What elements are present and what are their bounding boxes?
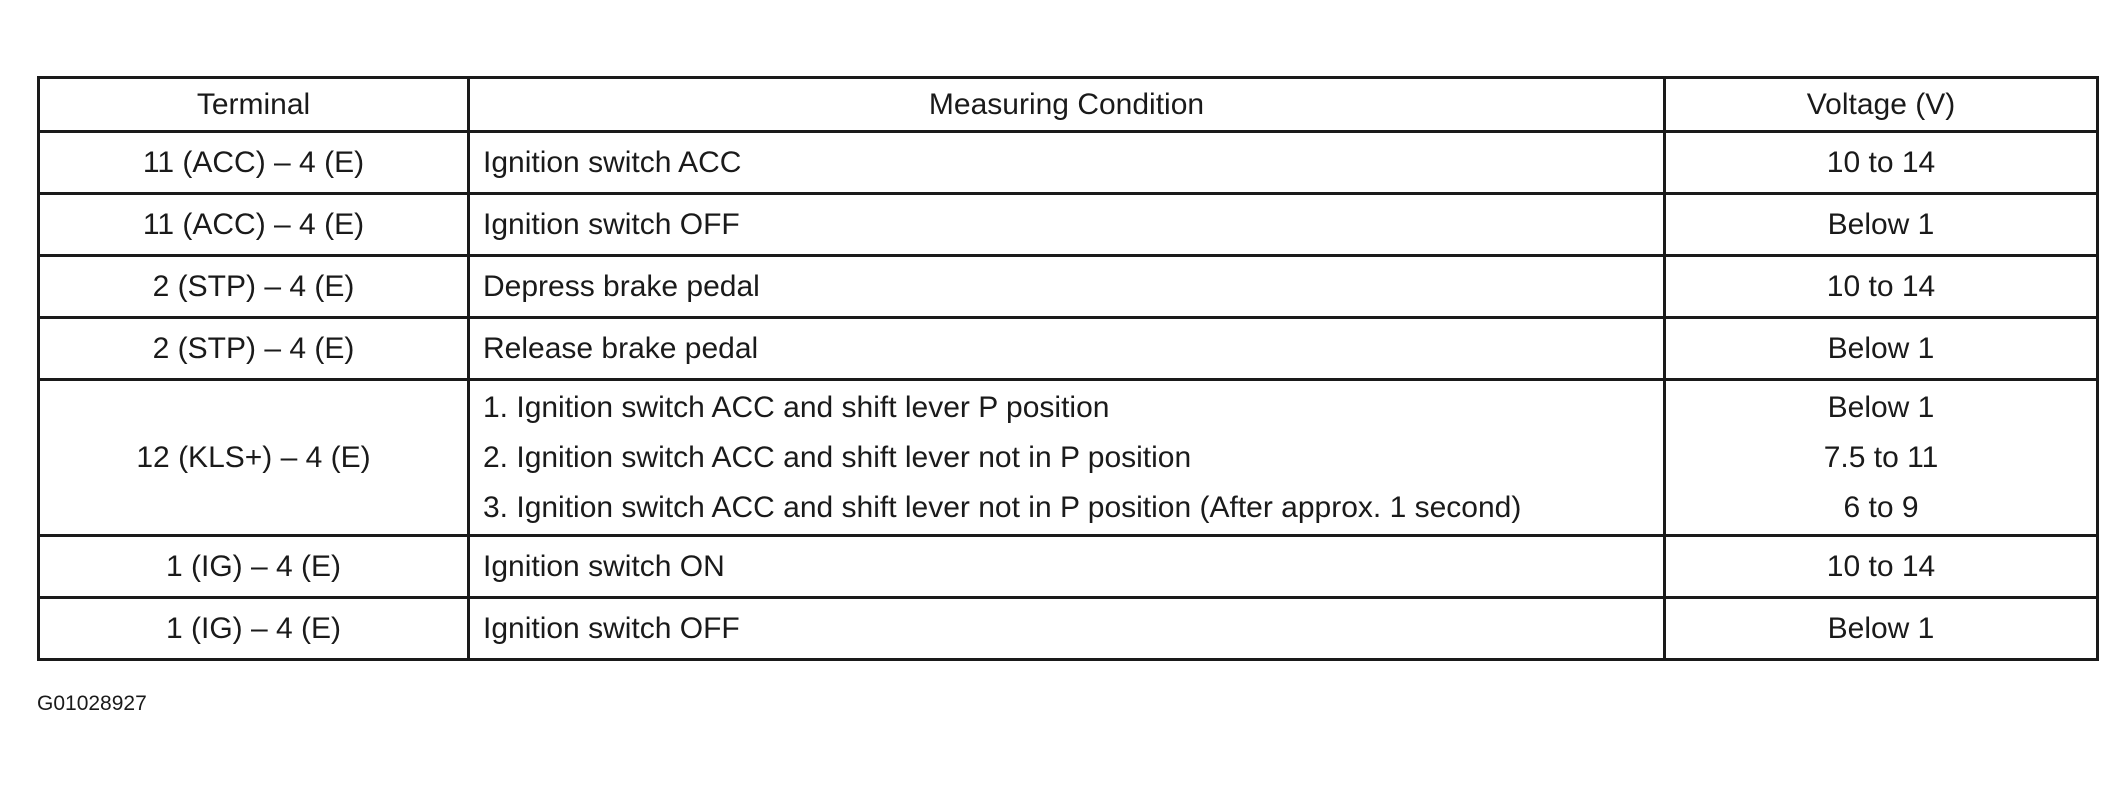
table-header-row — [39, 78, 2098, 132]
terminal-cell: 11 (ACC) – 4 (E) — [39, 194, 469, 256]
table-row-multi-condition — [39, 380, 2098, 536]
voltage-cell: Below 1 — [1665, 194, 2098, 256]
voltage-item: 6 to 9 — [1843, 490, 1919, 524]
condition-cell: Ignition switch OFF — [469, 598, 1665, 660]
terminal-cell: 1 (IG) – 4 (E) — [39, 598, 469, 660]
condition-cell: Ignition switch ACC — [469, 132, 1665, 194]
condition-cell: Release brake pedal — [469, 318, 1665, 380]
condition-cell: Depress brake pedal — [469, 256, 1665, 318]
header-measuring-condition: Measuring Condition — [469, 78, 1665, 132]
condition-cell: Ignition switch OFF — [469, 194, 1665, 256]
header-terminal: Terminal — [39, 78, 469, 132]
terminal-voltage-table — [37, 76, 2099, 661]
condition-item: 3. Ignition switch ACC and shift lever not in P position (After approx. 1 second) — [483, 490, 1522, 524]
voltage-list-cell — [1665, 380, 2098, 536]
condition-item: 1. Ignition switch ACC and shift lever P position — [483, 390, 1110, 424]
table-row — [39, 256, 2098, 318]
terminal-cell: 12 (KLS+) – 4 (E) — [39, 380, 469, 536]
voltage-item: 7.5 to 11 — [1823, 440, 1939, 474]
voltage-item: Below 1 — [1827, 390, 1935, 424]
table-row — [39, 318, 2098, 380]
voltage-cell: 10 to 14 — [1665, 132, 2098, 194]
table-row — [39, 194, 2098, 256]
voltage-cell: 10 to 14 — [1665, 536, 2098, 598]
figure-id: G01028927 — [37, 692, 147, 715]
table-row — [39, 598, 2098, 660]
terminal-cell: 2 (STP) – 4 (E) — [39, 318, 469, 380]
table-row — [39, 132, 2098, 194]
voltage-cell: Below 1 — [1665, 598, 2098, 660]
terminal-cell: 11 (ACC) – 4 (E) — [39, 132, 469, 194]
terminal-cell: 2 (STP) – 4 (E) — [39, 256, 469, 318]
header-voltage: Voltage (V) — [1665, 78, 2098, 132]
condition-cell: Ignition switch ON — [469, 536, 1665, 598]
table-row — [39, 536, 2098, 598]
voltage-cell: Below 1 — [1665, 318, 2098, 380]
voltage-cell: 10 to 14 — [1665, 256, 2098, 318]
condition-item: 2. Ignition switch ACC and shift lever not in P position — [483, 440, 1192, 474]
terminal-cell: 1 (IG) – 4 (E) — [39, 536, 469, 598]
condition-list-cell — [469, 380, 1665, 536]
